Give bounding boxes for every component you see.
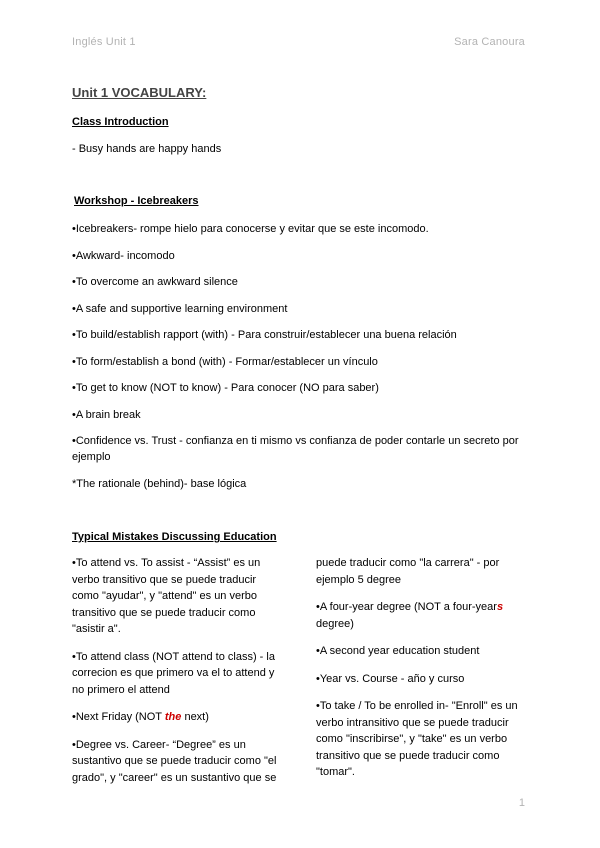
list-item: •To take / To be enrolled in- "Enroll" es un verbo intransitivo que se puede traducir como "inscribirse", y "take" es un verbo transitivo que se puede traducir como "tomar". [316,700,518,778]
page-number: 1 [518,797,525,809]
list-item: •Icebreakers- rompe hielo para conocerse y evitar que se este incomodo. [72,223,429,235]
item-text: degree) [316,617,354,630]
list-item: •To overcome an awkward silence [72,276,238,288]
list-item: *The rationale (behind)- base lógica [72,478,247,490]
highlighted-correction: the [164,711,182,723]
list-item: •To attend class (NOT attend to class) - la correcion es que primero va el to attend y no primero el attend [72,650,275,696]
list-item: •A safe and supportive learning environment [72,303,288,315]
list-item: •Year vs. Course - año y curso [316,672,465,685]
section-heading-mistakes: Typical Mistakes Discussing Education [72,531,277,543]
list-item: •Degree vs. Career- “Degree” es un sustantivo que se puede traducir como "el grado", y "career" es un sustantivo que se [72,738,277,784]
list-item: puede traducir como "la carrera" - por ejemplo 5 degree [316,557,500,586]
list-item: •To build/establish rapport (with) - Para construir/establecer una buena relación [72,329,457,341]
list-item: •To attend vs. To assist - “Assist” es un verbo transitivo que se puede traducir como "ayudar", y "attend" es un verbo transitivo que se puede traducir como "asistir a". [72,557,261,635]
left-column [72,555,284,797]
list-item: •To form/establish a bond (with) - Formar/establecer un vínculo [72,356,378,368]
list-item: •A brain break [72,409,141,421]
section-heading-class-introduction: Class Introduction [72,116,169,128]
highlighted-correction: s [496,601,504,613]
item-text: •A four-year degree (NOT a four-year [316,601,497,613]
right-column [316,555,531,792]
list-item [72,709,284,726]
header-left: Inglés Unit 1 [72,36,136,48]
list-item: •Confidence vs. Trust - confianza en ti mismo vs confianza de poder contarle un secreto por ejemplo [72,435,519,463]
section-heading-workshop: Workshop - Icebreakers [74,195,199,207]
item-text: •Next Friday (NOT [72,711,165,723]
header-right: Sara Canoura [454,36,525,48]
list-item: •A second year education student [316,645,480,657]
list-item: •To get to know (NOT to know) - Para conocer (NO para saber) [72,382,379,394]
page-title: Unit 1 VOCABULARY: [72,85,207,100]
item-text: next) [181,711,209,723]
list-item: - Busy hands are happy hands [72,143,222,155]
list-item [316,599,531,632]
list-item: •Awkward- incomodo [72,250,175,262]
